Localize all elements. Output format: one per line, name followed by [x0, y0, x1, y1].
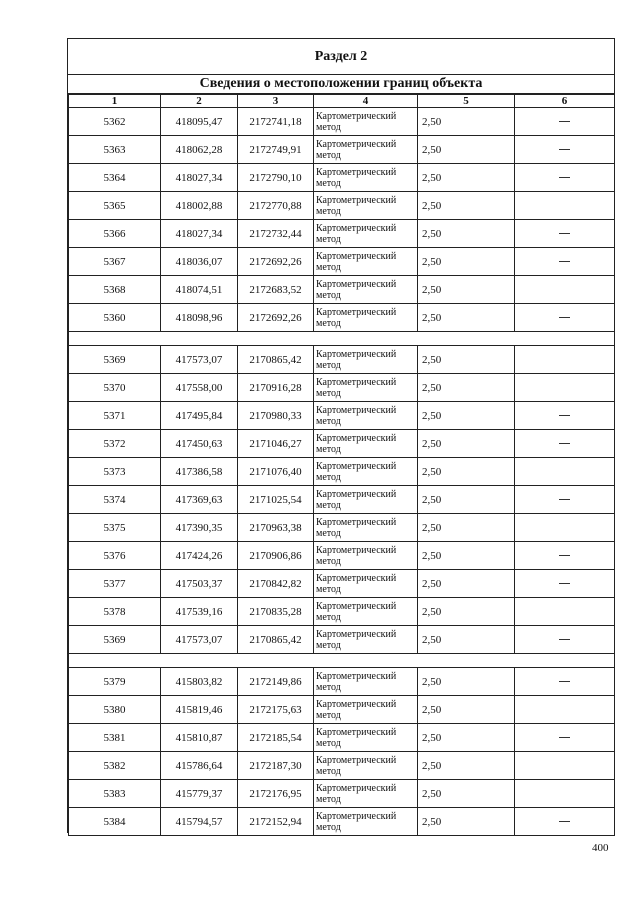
method-cell [314, 570, 418, 598]
method-line-2: метод [316, 387, 341, 399]
description-cell [515, 346, 615, 374]
method-line-1: Картометрический [316, 488, 397, 500]
y-coordinate-cell: 2170865,42 [238, 626, 314, 654]
method-line-2: метод [316, 177, 341, 189]
y-coordinate-cell: 2172770,88 [238, 192, 314, 220]
separator-row [69, 332, 615, 346]
dash-mark [559, 443, 570, 444]
dash-mark [559, 177, 570, 178]
method-line-1: Картометрический [316, 166, 397, 178]
deviation-cell: 2,50 [418, 542, 515, 570]
method-line-2: метод [316, 555, 341, 567]
y-coordinate-cell: 2171046,27 [238, 430, 314, 458]
table-row [69, 248, 615, 276]
method-line-2: метод [316, 527, 341, 539]
table-row [69, 136, 615, 164]
table-row [69, 668, 615, 696]
deviation-cell: 2,50 [418, 402, 515, 430]
x-coordinate-cell: 417495,84 [161, 402, 238, 430]
point-number-cell: 5382 [69, 752, 161, 780]
point-number-cell: 5373 [69, 458, 161, 486]
method-line-2: метод [316, 765, 341, 777]
x-coordinate-cell: 418027,34 [161, 164, 238, 192]
table-row [69, 570, 615, 598]
page-number: 400 [592, 842, 609, 854]
description-cell [515, 248, 615, 276]
method-line-2: метод [316, 359, 341, 371]
point-number-cell: 5378 [69, 598, 161, 626]
method-line-1: Картометрический [316, 782, 397, 794]
table-row [69, 486, 615, 514]
deviation-cell: 2,50 [418, 108, 515, 136]
method-cell [314, 276, 418, 304]
y-coordinate-cell: 2171076,40 [238, 458, 314, 486]
x-coordinate-cell: 415779,37 [161, 780, 238, 808]
dash-mark [559, 233, 570, 234]
method-line-1: Картометрический [316, 110, 397, 122]
document-frame [67, 38, 615, 833]
table-row [69, 402, 615, 430]
method-line-1: Картометрический [316, 348, 397, 360]
point-number-cell: 5363 [69, 136, 161, 164]
point-number-cell: 5384 [69, 808, 161, 836]
table-row [69, 430, 615, 458]
y-coordinate-cell: 2172149,86 [238, 668, 314, 696]
method-line-1: Картометрический [316, 516, 397, 528]
table-row [69, 542, 615, 570]
method-line-1: Картометрический [316, 670, 397, 682]
method-line-2: метод [316, 681, 341, 693]
column-header: 1 [69, 95, 161, 108]
table-row [69, 276, 615, 304]
table-row [69, 808, 615, 836]
point-number-cell: 5375 [69, 514, 161, 542]
method-line-2: метод [316, 821, 341, 833]
deviation-cell: 2,50 [418, 220, 515, 248]
x-coordinate-cell: 418027,34 [161, 220, 238, 248]
point-number-cell: 5367 [69, 248, 161, 276]
method-line-2: метод [316, 149, 341, 161]
dash-mark [559, 149, 570, 150]
dash-mark [559, 583, 570, 584]
method-cell [314, 514, 418, 542]
table-row [69, 752, 615, 780]
x-coordinate-cell: 415794,57 [161, 808, 238, 836]
point-number-cell: 5381 [69, 724, 161, 752]
x-coordinate-cell: 418002,88 [161, 192, 238, 220]
point-number-cell: 5371 [69, 402, 161, 430]
description-cell [515, 136, 615, 164]
description-cell [515, 304, 615, 332]
y-coordinate-cell: 2170916,28 [238, 374, 314, 402]
column-header: 2 [161, 95, 238, 108]
column-header: 4 [314, 95, 418, 108]
description-cell [515, 430, 615, 458]
table-row [69, 220, 615, 248]
method-line-1: Картометрический [316, 460, 397, 472]
deviation-cell: 2,50 [418, 724, 515, 752]
y-coordinate-cell: 2172176,95 [238, 780, 314, 808]
method-line-2: метод [316, 443, 341, 455]
method-line-2: метод [316, 233, 341, 245]
description-cell [515, 220, 615, 248]
table-row [69, 696, 615, 724]
x-coordinate-cell: 418036,07 [161, 248, 238, 276]
x-coordinate-cell: 417386,58 [161, 458, 238, 486]
table-row [69, 780, 615, 808]
y-coordinate-cell: 2172683,52 [238, 276, 314, 304]
description-cell [515, 108, 615, 136]
dash-mark [559, 681, 570, 682]
point-number-cell: 5360 [69, 304, 161, 332]
y-coordinate-cell: 2172732,44 [238, 220, 314, 248]
column-header: 5 [418, 95, 515, 108]
method-line-2: метод [316, 205, 341, 217]
x-coordinate-cell: 417424,26 [161, 542, 238, 570]
table-row [69, 458, 615, 486]
point-number-cell: 5369 [69, 346, 161, 374]
description-cell [515, 808, 615, 836]
method-line-2: метод [316, 793, 341, 805]
dash-mark [559, 415, 570, 416]
y-coordinate-cell: 2171025,54 [238, 486, 314, 514]
description-cell [515, 696, 615, 724]
point-number-cell: 5369 [69, 626, 161, 654]
method-line-2: метод [316, 709, 341, 721]
method-line-2: метод [316, 261, 341, 273]
method-line-1: Картометрический [316, 810, 397, 822]
method-line-1: Картометрический [316, 600, 397, 612]
method-line-2: метод [316, 121, 341, 133]
method-line-2: метод [316, 289, 341, 301]
method-cell [314, 542, 418, 570]
x-coordinate-cell: 417450,63 [161, 430, 238, 458]
deviation-cell: 2,50 [418, 486, 515, 514]
point-number-cell: 5372 [69, 430, 161, 458]
method-line-1: Картометрический [316, 754, 397, 766]
description-cell [515, 542, 615, 570]
deviation-cell: 2,50 [418, 430, 515, 458]
table-row [69, 598, 615, 626]
table-row [69, 164, 615, 192]
y-coordinate-cell: 2170842,82 [238, 570, 314, 598]
method-cell [314, 374, 418, 402]
boundary-coordinates-table [68, 94, 615, 836]
x-coordinate-cell: 415786,64 [161, 752, 238, 780]
deviation-cell: 2,50 [418, 626, 515, 654]
description-cell [515, 626, 615, 654]
description-cell [515, 374, 615, 402]
x-coordinate-cell: 415810,87 [161, 724, 238, 752]
description-cell [515, 598, 615, 626]
description-cell [515, 192, 615, 220]
description-cell [515, 724, 615, 752]
y-coordinate-cell: 2172692,26 [238, 248, 314, 276]
method-line-1: Картометрический [316, 628, 397, 640]
table-row [69, 108, 615, 136]
x-coordinate-cell: 417558,00 [161, 374, 238, 402]
x-coordinate-cell: 417573,07 [161, 626, 238, 654]
deviation-cell: 2,50 [418, 164, 515, 192]
deviation-cell: 2,50 [418, 696, 515, 724]
method-line-1: Картометрический [316, 432, 397, 444]
point-number-cell: 5370 [69, 374, 161, 402]
point-number-cell: 5366 [69, 220, 161, 248]
dash-mark [559, 555, 570, 556]
description-cell [515, 570, 615, 598]
method-cell [314, 598, 418, 626]
column-number-row [69, 95, 615, 108]
point-number-cell: 5377 [69, 570, 161, 598]
point-number-cell: 5376 [69, 542, 161, 570]
y-coordinate-cell: 2172692,26 [238, 304, 314, 332]
x-coordinate-cell: 418095,47 [161, 108, 238, 136]
separator-row [69, 654, 615, 668]
dash-mark [559, 821, 570, 822]
y-coordinate-cell: 2172152,94 [238, 808, 314, 836]
method-cell [314, 346, 418, 374]
description-cell [515, 458, 615, 486]
method-cell [314, 486, 418, 514]
method-line-2: метод [316, 639, 341, 651]
point-number-cell: 5365 [69, 192, 161, 220]
column-header: 6 [515, 95, 615, 108]
section-title: Раздел 2 [68, 39, 614, 75]
method-cell [314, 220, 418, 248]
dash-mark [559, 737, 570, 738]
dash-mark [559, 499, 570, 500]
dash-mark [559, 639, 570, 640]
x-coordinate-cell: 418062,28 [161, 136, 238, 164]
x-coordinate-cell: 417369,63 [161, 486, 238, 514]
deviation-cell: 2,50 [418, 668, 515, 696]
method-line-1: Картометрический [316, 278, 397, 290]
x-coordinate-cell: 417503,37 [161, 570, 238, 598]
description-cell [515, 752, 615, 780]
y-coordinate-cell: 2170835,28 [238, 598, 314, 626]
deviation-cell: 2,50 [418, 304, 515, 332]
x-coordinate-cell: 417539,16 [161, 598, 238, 626]
deviation-cell: 2,50 [418, 598, 515, 626]
x-coordinate-cell: 417390,35 [161, 514, 238, 542]
method-line-1: Картометрический [316, 194, 397, 206]
x-coordinate-cell: 418074,51 [161, 276, 238, 304]
y-coordinate-cell: 2170906,86 [238, 542, 314, 570]
method-cell [314, 248, 418, 276]
deviation-cell: 2,50 [418, 514, 515, 542]
description-cell [515, 164, 615, 192]
table-row [69, 626, 615, 654]
y-coordinate-cell: 2170865,42 [238, 346, 314, 374]
point-number-cell: 5379 [69, 668, 161, 696]
method-cell [314, 304, 418, 332]
method-line-2: метод [316, 471, 341, 483]
y-coordinate-cell: 2172749,91 [238, 136, 314, 164]
method-line-1: Картометрический [316, 222, 397, 234]
point-number-cell: 5383 [69, 780, 161, 808]
point-number-cell: 5362 [69, 108, 161, 136]
deviation-cell: 2,50 [418, 136, 515, 164]
separator-cell [69, 332, 615, 346]
method-cell [314, 626, 418, 654]
point-number-cell: 5364 [69, 164, 161, 192]
method-cell [314, 192, 418, 220]
deviation-cell: 2,50 [418, 808, 515, 836]
deviation-cell: 2,50 [418, 780, 515, 808]
x-coordinate-cell: 418098,96 [161, 304, 238, 332]
deviation-cell: 2,50 [418, 458, 515, 486]
method-cell [314, 724, 418, 752]
method-line-1: Картометрический [316, 250, 397, 262]
method-line-1: Картометрический [316, 726, 397, 738]
method-line-2: метод [316, 499, 341, 511]
x-coordinate-cell: 415803,82 [161, 668, 238, 696]
x-coordinate-cell: 415819,46 [161, 696, 238, 724]
table-row [69, 374, 615, 402]
point-number-cell: 5374 [69, 486, 161, 514]
deviation-cell: 2,50 [418, 248, 515, 276]
deviation-cell: 2,50 [418, 570, 515, 598]
method-line-1: Картометрический [316, 404, 397, 416]
y-coordinate-cell: 2172790,10 [238, 164, 314, 192]
description-cell [515, 276, 615, 304]
method-cell [314, 164, 418, 192]
deviation-cell: 2,50 [418, 346, 515, 374]
separator-cell [69, 654, 615, 668]
y-coordinate-cell: 2172175,63 [238, 696, 314, 724]
method-line-1: Картометрический [316, 698, 397, 710]
x-coordinate-cell: 417573,07 [161, 346, 238, 374]
dash-mark [559, 261, 570, 262]
method-line-1: Картометрический [316, 306, 397, 318]
description-cell [515, 514, 615, 542]
point-number-cell: 5380 [69, 696, 161, 724]
deviation-cell: 2,50 [418, 752, 515, 780]
column-header: 3 [238, 95, 314, 108]
description-cell [515, 402, 615, 430]
section-subtitle: Сведения о местоположении границ объекта [68, 75, 614, 94]
deviation-cell: 2,50 [418, 276, 515, 304]
method-cell [314, 808, 418, 836]
deviation-cell: 2,50 [418, 374, 515, 402]
method-line-1: Картометрический [316, 572, 397, 584]
method-cell [314, 430, 418, 458]
method-cell [314, 402, 418, 430]
table-row [69, 304, 615, 332]
method-line-2: метод [316, 737, 341, 749]
table-row [69, 724, 615, 752]
method-line-2: метод [316, 317, 341, 329]
y-coordinate-cell: 2170963,38 [238, 514, 314, 542]
method-line-2: метод [316, 415, 341, 427]
description-cell [515, 486, 615, 514]
y-coordinate-cell: 2172185,54 [238, 724, 314, 752]
point-number-cell: 5368 [69, 276, 161, 304]
method-cell [314, 136, 418, 164]
y-coordinate-cell: 2172741,18 [238, 108, 314, 136]
table-row [69, 192, 615, 220]
method-line-1: Картометрический [316, 376, 397, 388]
method-line-2: метод [316, 583, 341, 595]
y-coordinate-cell: 2170980,33 [238, 402, 314, 430]
method-cell [314, 696, 418, 724]
method-cell [314, 752, 418, 780]
description-cell [515, 780, 615, 808]
method-line-1: Картометрический [316, 138, 397, 150]
description-cell [515, 668, 615, 696]
method-cell [314, 458, 418, 486]
method-cell [314, 668, 418, 696]
table-row [69, 514, 615, 542]
table-row [69, 346, 615, 374]
method-line-2: метод [316, 611, 341, 623]
dash-mark [559, 121, 570, 122]
method-line-1: Картометрический [316, 544, 397, 556]
dash-mark [559, 317, 570, 318]
method-cell [314, 108, 418, 136]
method-cell [314, 780, 418, 808]
y-coordinate-cell: 2172187,30 [238, 752, 314, 780]
deviation-cell: 2,50 [418, 192, 515, 220]
table-body [69, 108, 615, 836]
